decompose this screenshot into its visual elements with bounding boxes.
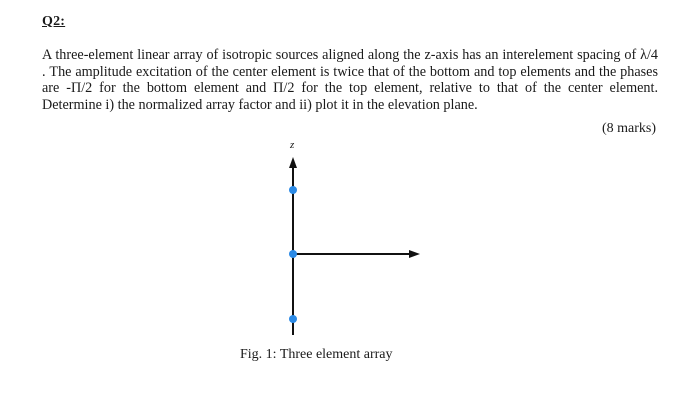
z-axis-arrowhead (289, 157, 297, 168)
question-text: A three-element linear array of isotropic sources aligned along the z-axis has an interelement spacing of λ/4 . The amplitude excitation of the center element is twice that of the bottom and top elements and the phases are -Π/2 for the bottom element and Π/2 for the top element, relative to that of the center element. Determine i) the normalized array factor and ii) plot it in the elevation plane. (42, 47, 658, 113)
array-element-center (289, 250, 297, 258)
horizontal-axis-arrowhead (409, 250, 420, 258)
z-axis-label: z (290, 139, 295, 151)
array-element-bottom (289, 315, 297, 323)
question-label: Q2: (42, 14, 66, 29)
three-element-array-figure (230, 135, 450, 340)
figure-caption: Fig. 1: Three element array (240, 347, 393, 362)
array-element-top (289, 186, 297, 194)
marks-label: (8 marks) (601, 121, 656, 136)
